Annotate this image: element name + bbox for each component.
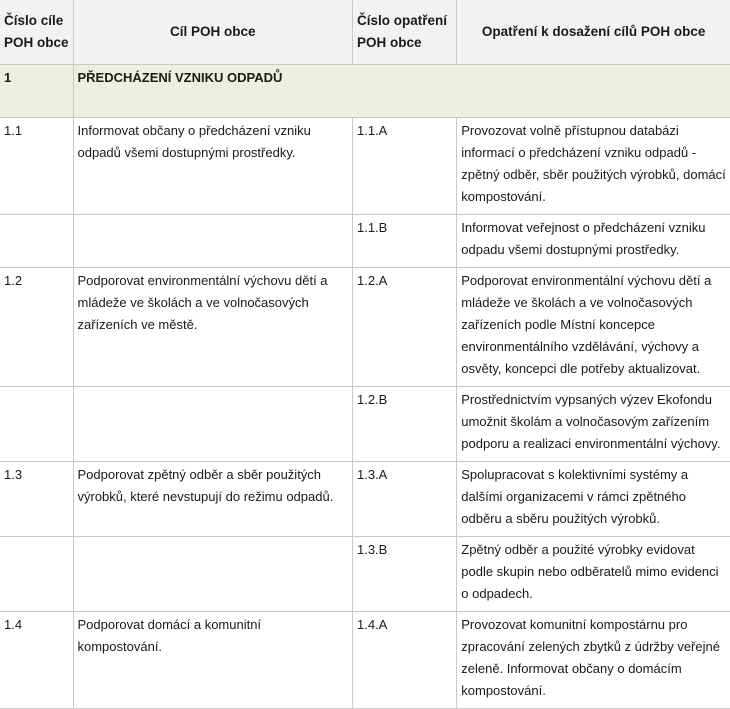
section-number: 1 — [0, 65, 73, 118]
action-cell: Provozovat volně přístupnou databázi informací o předcházení vzniku odpadů - zpětný odběr, sběr použitých výrobků, domácí kompostování. — [457, 118, 730, 215]
table-row — [0, 118, 730, 215]
table-row — [0, 268, 730, 387]
goal-id-cell: 1.4 — [0, 612, 73, 709]
header-action: Opatření k dosažení cílů POH obce — [457, 0, 730, 65]
goal-id-cell — [0, 537, 73, 612]
action-cell: Zpětný odběr a použité výrobky evidovat podle skupin nebo odběratelů mimo evidenci o odpadech. — [457, 537, 730, 612]
action-id-cell: 1.3.B — [352, 537, 456, 612]
goal-id-cell: 1.1 — [0, 118, 73, 215]
goal-id-cell — [0, 215, 73, 268]
goal-cell: Informovat občany o předcházení vzniku odpadů všemi dostupnými prostředky. — [73, 118, 352, 215]
section-row — [0, 65, 730, 118]
action-id-cell: 1.3.A — [352, 462, 456, 537]
table-row — [0, 537, 730, 612]
action-id-cell: 1.2.B — [352, 387, 456, 462]
goal-cell: Podporovat zpětný odběr a sběr použitých výrobků, které nevstupují do režimu odpadů. — [73, 462, 352, 537]
goal-cell: Podporovat domácí a komunitní kompostování. — [73, 612, 352, 709]
header-action-id: Číslo opatření POH obce — [352, 0, 456, 65]
goal-cell — [73, 387, 352, 462]
goal-cell — [73, 537, 352, 612]
action-cell: Podporovat environmentální výchovu dětí a mládeže ve školách a ve volnočasových zařízeních podle Místní koncepce environmentálního vzdělávání, výchovy a osvěty, koncepci dle potřeby aktualizovat. — [457, 268, 730, 387]
header-goal-id: Číslo cíle POH obce — [0, 0, 73, 65]
header-goal: Cíl POH obce — [73, 0, 352, 65]
action-id-cell: 1.1.B — [352, 215, 456, 268]
action-id-cell: 1.1.A — [352, 118, 456, 215]
action-id-cell: 1.4.A — [352, 612, 456, 709]
section-title: PŘEDCHÁZENÍ VZNIKU ODPADŮ — [73, 65, 730, 118]
goal-id-cell — [0, 387, 73, 462]
table-row — [0, 612, 730, 709]
goal-id-cell: 1.3 — [0, 462, 73, 537]
action-cell: Provozovat komunitní kompostárnu pro zpracování zelených zbytků z údržby veřejné zeleně. Informovat občany o domácím kompostování. — [457, 612, 730, 709]
action-cell: Spolupracovat s kolektivními systémy a dalšími organizacemi v rámci zpětného odběru a sběru použitých výrobků. — [457, 462, 730, 537]
goal-cell: Podporovat environmentální výchovu dětí a mládeže ve školách a ve volnočasových zařízeních ve městě. — [73, 268, 352, 387]
action-cell: Prostřednictvím vypsaných výzev Ekofondu umožnit školám a volnočasovým zařízením podporu a realizaci environmentální výchovy. — [457, 387, 730, 462]
table-row — [0, 387, 730, 462]
goal-cell — [73, 215, 352, 268]
action-cell: Informovat veřejnost o předcházení vzniku odpadu všemi dostupnými prostředky. — [457, 215, 730, 268]
action-id-cell: 1.2.A — [352, 268, 456, 387]
table-row — [0, 462, 730, 537]
goal-id-cell: 1.2 — [0, 268, 73, 387]
table-header-row — [0, 0, 730, 65]
table-row — [0, 215, 730, 268]
